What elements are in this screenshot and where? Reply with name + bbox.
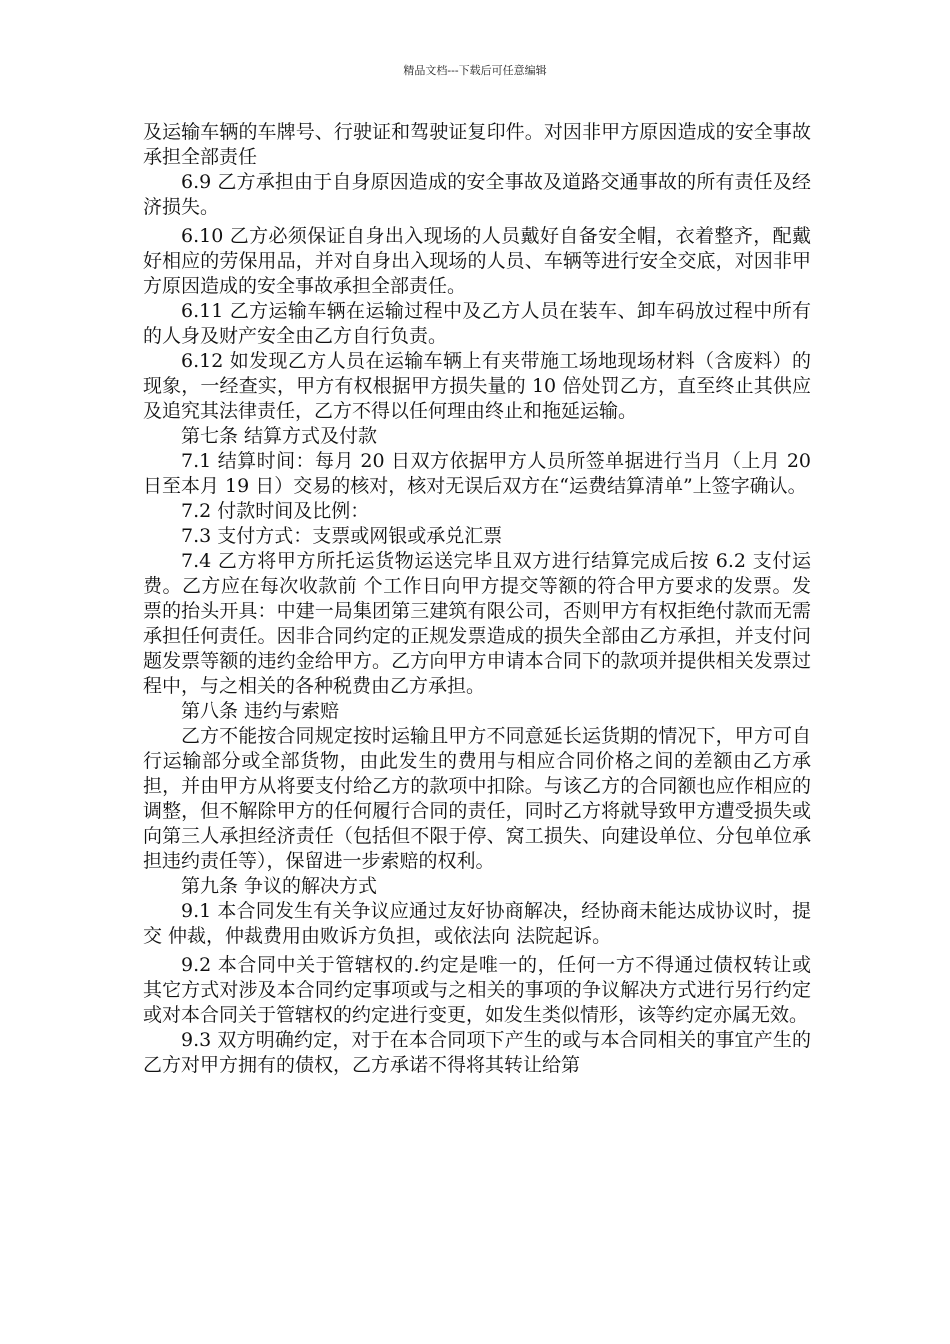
paragraph-7-1: 7.1 结算时间：每月 20 日双方依据甲方人员所签单据进行当月（上月 20 日至本月 19 日）交易的核对，核对无误后双方在“运费结算清单”上签字确认。 (143, 450, 811, 497)
paragraph-7-4: 7.4 乙方将甲方所托运货物运送完毕且双方进行结算完成后按 6.2 支付运费。乙方应在每次收款前 个工作日向甲方提交等额的符合甲方要求的发票。发票的抬头开具：中建一局集团第三建筑有限公司，否则甲方有权拒绝付款而无需承担任何责任。因非合同约定的正规发票造成的损失全部由乙方承担，并支付问题发票等额的违约金给甲方。乙方向甲方申请本合同下的款项并提供相关发票过程中，与之相关的各种税费由乙方承担。 (143, 550, 811, 697)
paragraph-8-body: 乙方不能按合同规定按时运输且甲方不同意延长运货期的情况下，甲方可自行运输部分或全部货物，由此发生的费用与相应合同价格之间的差额由乙方承担，并由甲方从将要支付给乙方的款项中扣除。与该乙方的合同额也应作相应的调整，但不解除甲方的任何履行合同的责任，同时乙方将就导致甲方遭受损失或向第三人承担经济责任（包括但不限于停、窝工损失、向建设单位、分包单位承担违约责任等），保留进一步索赔的权利。 (143, 725, 811, 872)
paragraph-7-3: 7.3 支付方式：支票或网银或承兑汇票 (181, 525, 503, 547)
paragraph-0: 及运输车辆的车牌号、行驶证和驾驶证复印件。对因非甲方原因造成的安全事故承担全部责任 (143, 121, 811, 168)
section-heading-7: 第七条 结算方式及付款 (181, 425, 378, 447)
paragraph-9-3: 9.3 双方明确约定，对于在本合同项下产生的或与本合同相关的事宜产生的乙方对甲方拥有的债权，乙方承诺不得将其转让给第 (143, 1029, 811, 1076)
section-heading-8: 第八条 违约与索赔 (181, 700, 340, 722)
paragraph-7-2: 7.2 付款时间及比例： (181, 500, 370, 522)
document-body (143, 120, 811, 1078)
paragraph-6-11: 6.11 乙方运输车辆在运输过程中及乙方人员在装车、卸车码放过程中所有的人身及财产安全由乙方自行负责。 (143, 300, 811, 347)
paragraph-9-1: 9.1 本合同发生有关争议应通过友好协商解决，经协商未能达成协议时，提交 仲裁，仲裁费用由败诉方负担，或依法向 法院起诉。 (143, 900, 811, 947)
section-heading-9: 第九条 争议的解决方式 (181, 875, 378, 897)
paragraph-6-12: 6.12 如发现乙方人员在运输车辆上有夹带施工场地现场材料（含废料）的现象，一经查实，甲方有权根据甲方损失量的 10 倍处罚乙方，直至终止其供应及追究其法律责任，乙方不得以任何理由终止和拖延运输。 (143, 350, 811, 422)
paragraph-6-10: 6.10 乙方必须保证自身出入现场的人员戴好自备安全帽，衣着整齐，配戴好相应的劳保用品，并对自身出入现场的人员、车辆等进行安全交底，对因非甲方原因造成的安全事故承担全部责任。 (143, 225, 811, 297)
paragraph-9-2: 9.2 本合同中关于管辖权的.约定是唯一的，任何一方不得通过债权转让或其它方式对涉及本合同约定事项或与之相关的事项的争议解决方式进行另行约定或对本合同关于管辖权的约定进行变更，如发生类似情形，该等约定亦属无效。 (143, 954, 811, 1026)
paragraph-6-9: 6.9 乙方承担由于自身原因造成的安全事故及道路交通事故的所有责任及经济损失。 (143, 171, 811, 218)
page-header: 精品文档---下载后可任意编辑 (403, 64, 547, 77)
